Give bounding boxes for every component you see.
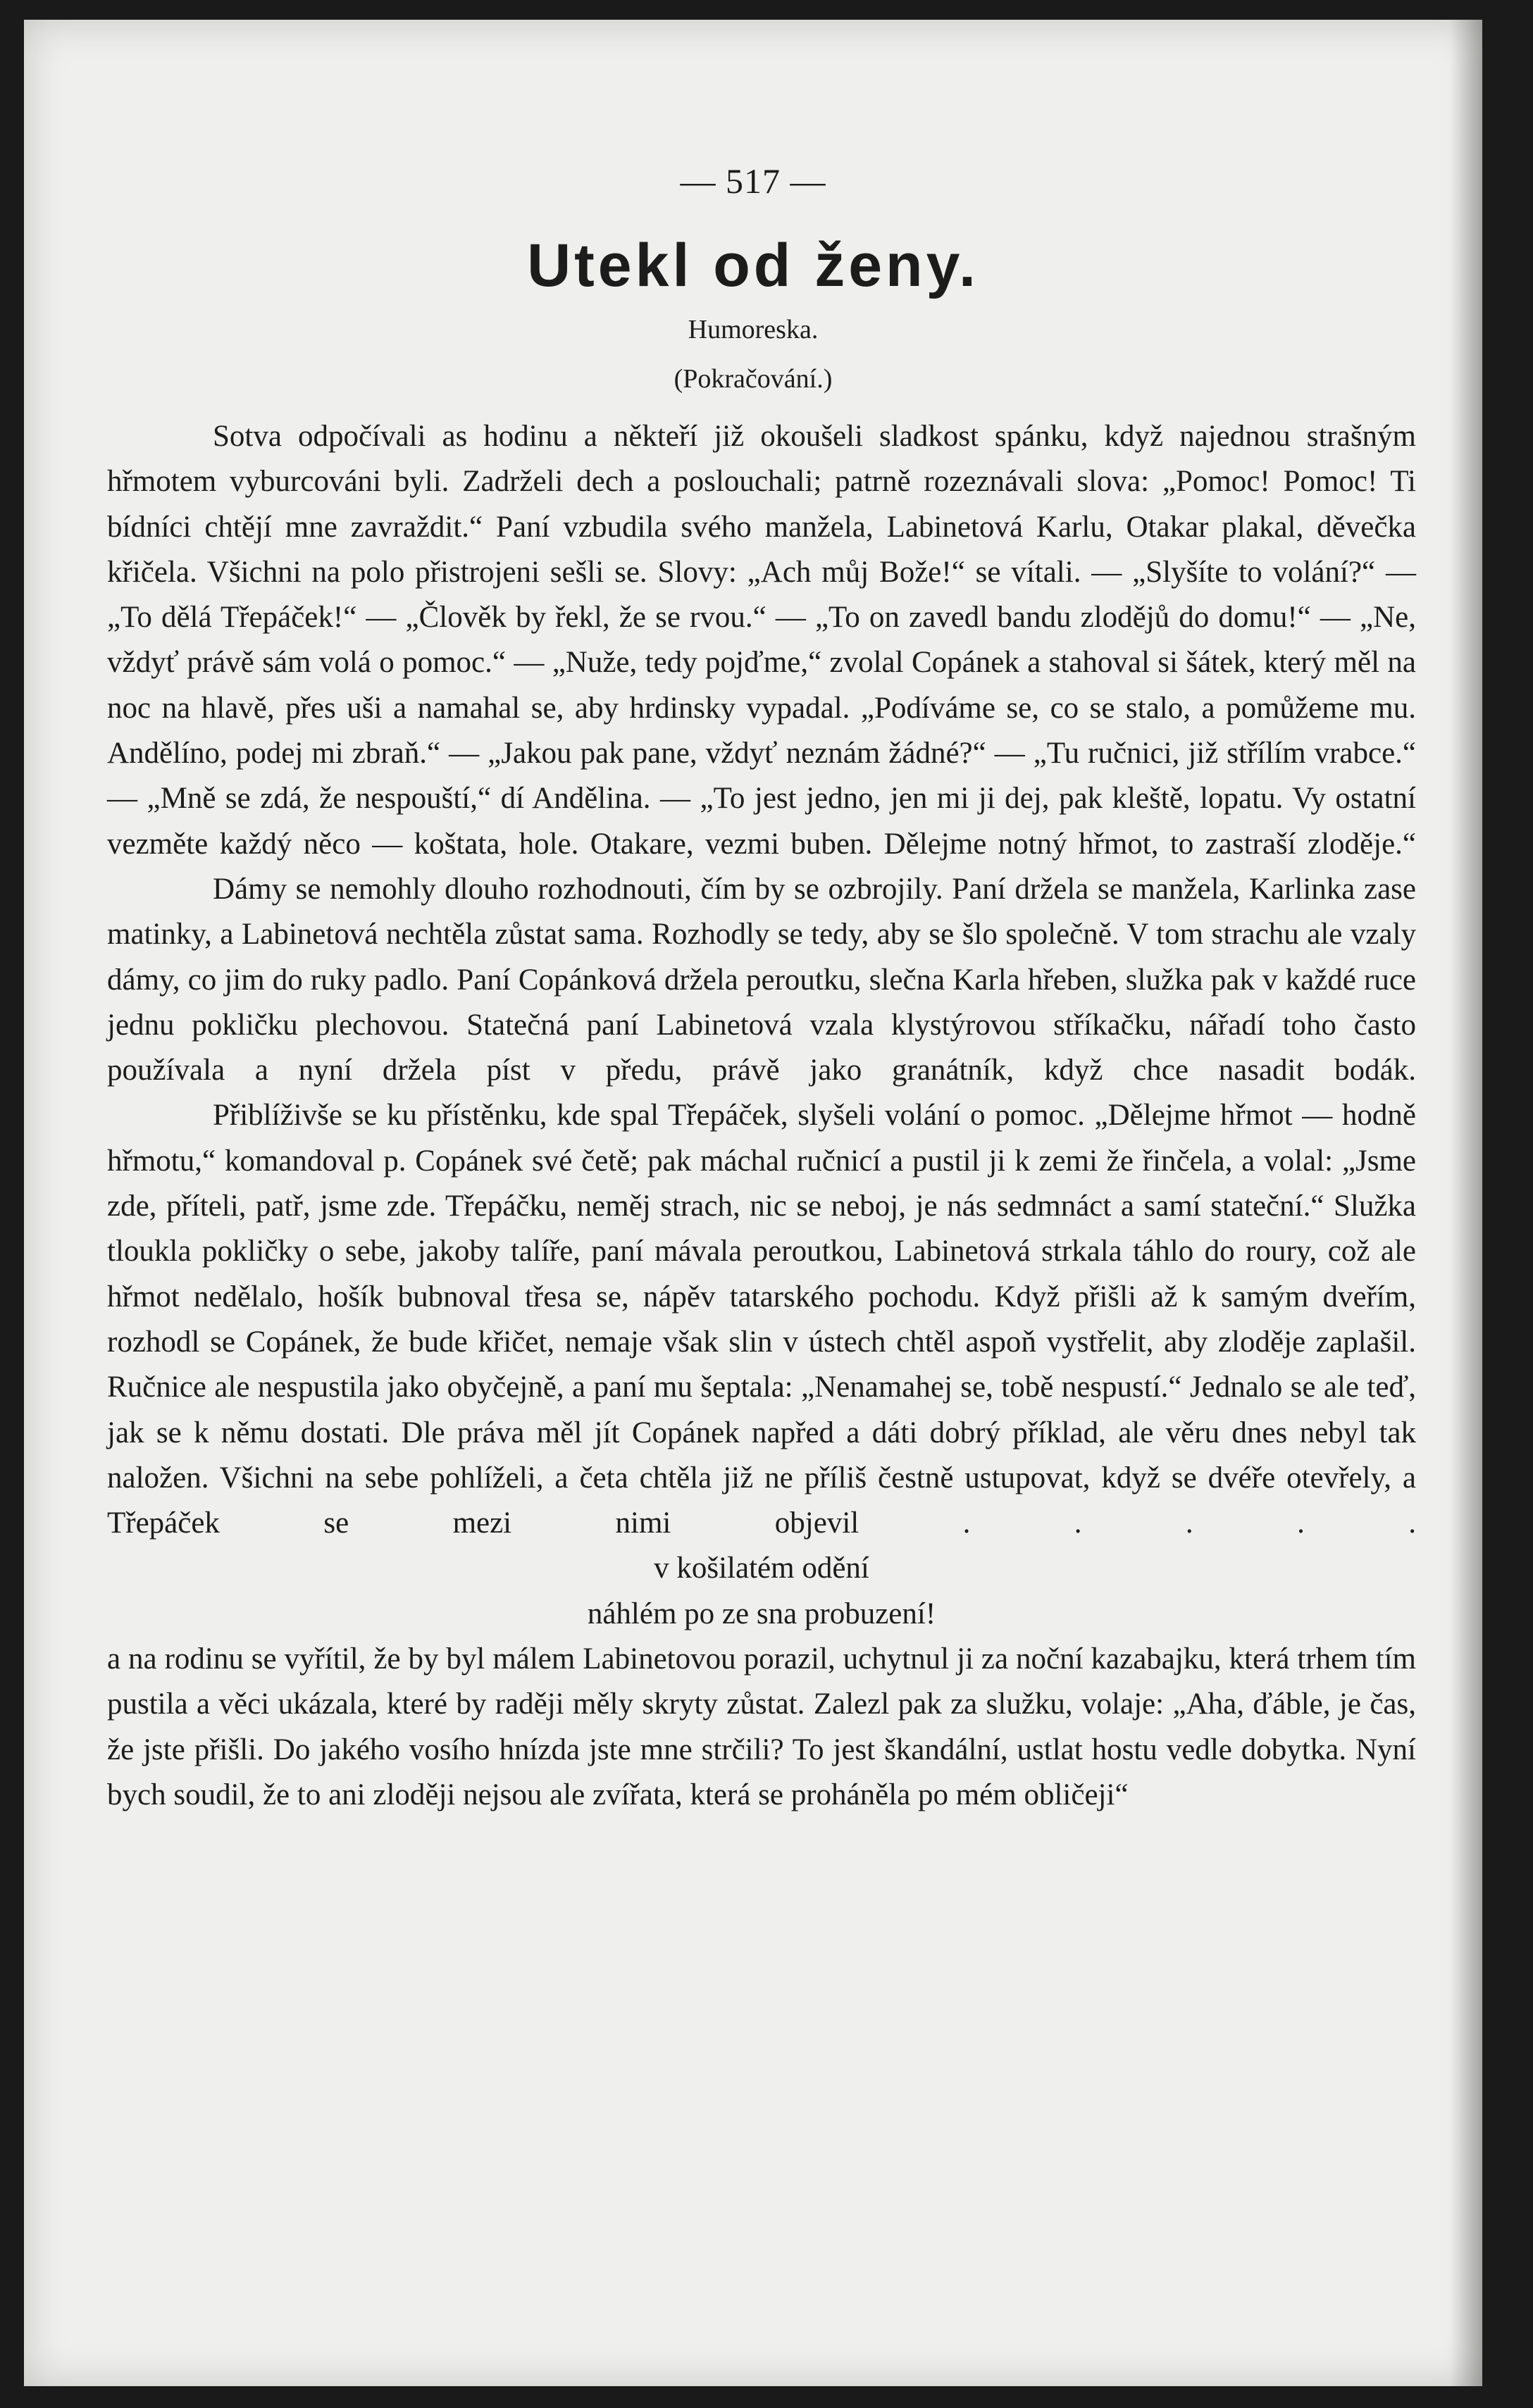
paragraph-1: Sotva odpočívali as hodinu a někteří již okoušeli sladkost spánku, když najednou strašným hřmotem vyburcováni byli. Zadrželi dech a poslouchali; patrně rozeznávali slova: „Pomoc! Pomoc! Ti bídníci chtějí mne zavraždit.“ Paní vzbudila svého manžela, Labinetová Karlu, Otakar plakal, děvečka křičela. Všichni na polo přistrojeni sešli se. Slovy: „Ach můj Bože!“ se vítali. — „Slyšíte to volání?“ — „To dělá Třepáček!“ — „Člověk by řekl, že se rvou.“ — „To on zavedl bandu zlodějů do domu!“ — „Ne, vždyť právě sám volá o pomoc.“ — „Nuže, tedy pojďme,“ zvolal Copánek a stahoval si šátek, který měl na noc na hlavě, přes uši a namahal se, aby hrdinsky vypadal. „Podíváme se, co se stalo, a pomůžeme mu. Andělíno, podej mi zbraň.“ — „Jakou pak pane, vždyť neznám žádné?“ — „Tu ručnici, již střílím vrabce.“ — „Mně se zdá, že nespouští,“ dí Andělina. — „To jest jedno, jen mi ji dej, pak kleště, lopatu. Vy ostatní vezměte každý něco — koštata, hole. Otakare, vezmi buben. Dělejme notný hřmot, to zastraší zloděje.“ <box>107 420 1416 861</box>
article-title: Utekl od ženy. <box>527 232 979 299</box>
verse-line-1: v košilatém odění <box>654 1552 869 1585</box>
article-body <box>107 414 1416 1818</box>
article-subtitle: Humoreska. <box>688 315 819 344</box>
paragraph-3: Přiblíživše se ku přístěnku, kde spal Třepáček, slyšeli volání o pomoc. „Dělejme hřmot — hodně hřmotu,“ komandoval p. Copánek své četě; pak máchal ručnicí a pustil ji k zemi že řinčela, a volal: „Jsme zde, příteli, patř, jsme zde. Třepáčku, neměj strach, nic se neboj, je nás sedmnáct a samí stateční.“ Služka tloukla pokličky o sebe, jakoby talíře, paní mávala peroutkou, Labinetová strkala táhlo do roury, což ale hřmot nedělalo, hošík bubnoval třesa se, nápěv tatarského pochodu. Když přišli až k samým dveřím, rozhodl se Copánek, že bude křičet, nemaje však slin v ústech chtěl aspoň vystřelit, aby zloděje zaplašil. Ručnice ale nespustila jako obyčejně, a paní mu šeptala: „Nenamahej se, tobě nespustí.“ Jednalo se ale teď, jak se k němu dostati. Dle práva měl jít Copánek napřed a dáti dobrý příklad, ale věru dnes nebyl tak naložen. Všichni na sebe pohlíželi, a četa chtěla již ne příliš čestně ustupovat, když se dvéře otevřely, a Třepáček se mezi nimi objevil . . . . . <box>107 1099 1416 1540</box>
book-page <box>24 20 1482 2386</box>
page-number: — 517 — <box>680 161 826 201</box>
continuation-note: (Pokračování.) <box>674 364 833 394</box>
paragraph-2: Dámy se nemohly dlouho rozhodnouti, čím by se ozbrojily. Paní držela se manžela, Karlinka zase matinky, a Labinetová nechtěla zůstat sama. Rozhodly se tedy, aby se šlo společně. V tom strachu ale vzaly dámy, co jim do ruky padlo. Paní Copánková držela peroutku, slečna Karla hřeben, služka pak v každé ruce jednu pokličku plechovou. Statečná paní Labinetová vzala klystýrovou stříkačku, nářadí toho často používala a nyní držela píst v předu, právě jako granátník, když chce nasadit bodák. <box>107 872 1416 1087</box>
paragraph-4: a na rodinu se vyřítil, že by byl málem Labinetovou porazil, uchytnul ji za noční kazabajku, která trhem tím pustila a věci ukázala, které by raději měly skryty zůstat. Zalezl pak za služku, volaje: „Aha, ďáble, je čas, že jste přišli. Do jakého vosího hnízda jste mne strčili? To jest škandální, ustlat hostu vedle dobytka. Nyní bych soudil, že to ani zloději nejsou ale zvířata, která se proháněla po mém obličeji“ <box>107 1642 1416 1811</box>
verse-line-2: náhlém po ze sna probuzení! <box>587 1597 936 1630</box>
